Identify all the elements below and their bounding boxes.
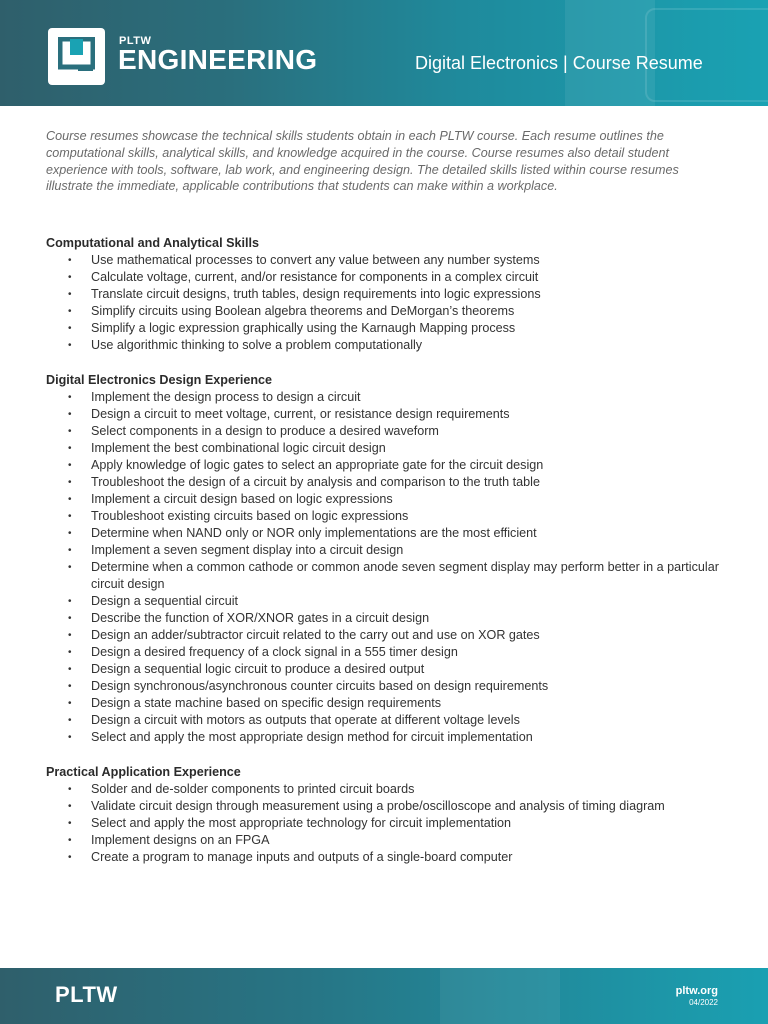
section-design-experience — [46, 372, 736, 746]
section-title: Digital Electronics Design Experience — [46, 373, 273, 387]
list-item: • Describe the function of XOR/XNOR gates in a circuit design — [68, 611, 430, 625]
list-item: • Select and apply the most appropriate technology for circuit implementation — [68, 816, 512, 830]
list-item: • Determine when a common cathode or common anode seven segment display may perform better in a particular circuit design — [68, 560, 719, 591]
footer-decoration — [440, 968, 560, 1024]
skills-list — [46, 389, 736, 746]
list-item: • Design an adder/subtractor circuit related to the carry out and use on XOR gates — [68, 628, 540, 642]
footer-date: 04/2022 — [689, 998, 718, 1007]
list-item: • Implement the design process to design a circuit — [68, 390, 361, 404]
list-item: • Implement designs on an FPGA — [68, 833, 270, 847]
section-computational-skills — [46, 235, 736, 354]
list-item: • Solder and de-solder components to printed circuit boards — [68, 782, 415, 796]
list-item: • Implement the best combinational logic circuit design — [68, 441, 386, 455]
list-item: • Design synchronous/asynchronous counter circuits based on design requirements — [68, 679, 549, 693]
skills-list — [46, 252, 736, 354]
list-item: • Design a circuit to meet voltage, current, or resistance design requirements — [68, 407, 510, 421]
list-item: • Select components in a design to produce a desired waveform — [68, 424, 439, 438]
pltw-logo-icon — [48, 28, 105, 85]
list-item: • Select and apply the most appropriate design method for circuit implementation — [68, 730, 533, 744]
list-item: • Determine when NAND only or NOR only implementations are the most efficient — [68, 526, 537, 540]
list-item: • Create a program to manage inputs and outputs of a single-board computer — [68, 850, 513, 864]
section-title: Practical Application Experience — [46, 765, 241, 779]
list-item: • Design a sequential logic circuit to produce a desired output — [68, 662, 425, 676]
list-item: • Design a state machine based on specific design requirements — [68, 696, 442, 710]
brand-title: ENGINEERING — [118, 44, 318, 75]
brand-small-text: PLTW — [119, 35, 152, 47]
list-item: • Simplify a logic expression graphically using the Karnaugh Mapping process — [68, 321, 516, 335]
list-item: • Implement a circuit design based on logic expressions — [68, 492, 393, 506]
footer-logo: PLTW — [55, 982, 118, 1007]
list-item: • Use algorithmic thinking to solve a problem computationally — [68, 338, 423, 352]
footer-url-link[interactable]: pltw.org — [675, 985, 718, 997]
list-item: • Troubleshoot the design of a circuit by analysis and comparison to the truth table — [68, 475, 540, 489]
list-item: • Implement a seven segment display into a circuit design — [68, 543, 404, 557]
book-logo-icon — [58, 37, 95, 77]
skills-list — [46, 781, 736, 866]
list-item: • Design a circuit with motors as outputs that operate at different voltage levels — [68, 713, 520, 727]
list-item: • Validate circuit design through measurement using a probe/oscilloscope and analysis of timing diagram — [68, 799, 665, 813]
page-title: Digital Electronics | Course Resume — [415, 53, 703, 73]
list-item: • Troubleshoot existing circuits based on logic expressions — [68, 509, 409, 523]
list-item: • Use mathematical processes to convert any value between any number systems — [68, 253, 540, 267]
section-title: Computational and Analytical Skills — [46, 236, 259, 250]
list-item: • Translate circuit designs, truth tables, design requirements into logic expressions — [68, 287, 541, 301]
list-item: • Design a sequential circuit — [68, 594, 239, 608]
intro-paragraph: Course resumes showcase the technical skills students obtain in each PLTW course. Each resume outlines the computational skills, analytical skills, and knowledge acquired in the course. Course resumes also detail student experience with tools, software, lab work, and engineering design. The detailed skills listed within course resumes illustrate the immediate, applicable contributions that students can make within a workplace. — [46, 129, 679, 194]
list-item: • Design a desired frequency of a clock signal in a 555 timer design — [68, 645, 458, 659]
list-item: • Apply knowledge of logic gates to select an appropriate gate for the circuit design — [68, 458, 544, 472]
list-item: • Simplify circuits using Boolean algebra theorems and DeMorgan’s theorems — [68, 304, 515, 318]
section-practical-experience — [46, 764, 736, 866]
list-item: • Calculate voltage, current, and/or resistance for components in a complex circuit — [68, 270, 539, 284]
